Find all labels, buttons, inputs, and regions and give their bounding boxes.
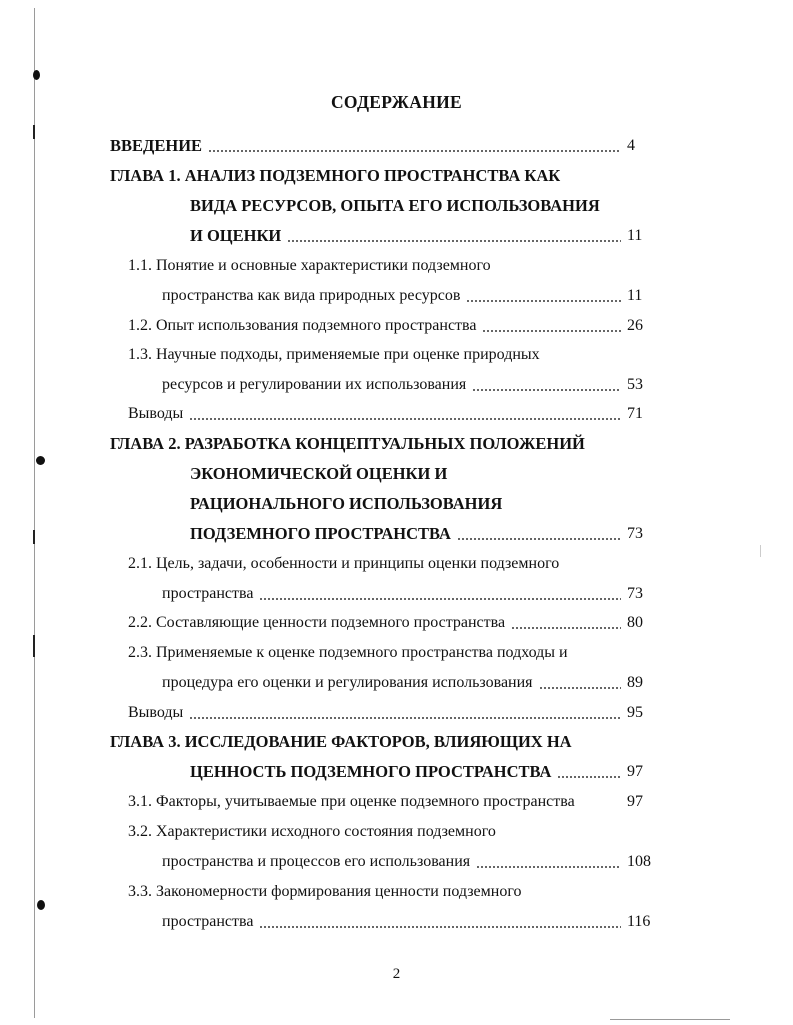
dot-leader <box>539 687 621 689</box>
toc-entry-conclusions-2[interactable] <box>128 701 655 723</box>
toc-entry-text: ГЛАВА 3. ИССЛЕДОВАНИЕ ФАКТОРОВ, ВЛИЯЮЩИХ НА <box>110 732 572 751</box>
toc-page-number: 97 <box>627 793 643 810</box>
toc-page-number: 73 <box>627 585 643 602</box>
toc-entry-section-1-1[interactable] <box>162 284 655 306</box>
scan-faint-line <box>760 545 761 557</box>
scan-speck <box>33 70 40 80</box>
toc-entry-text: 3.3. Закономерности формирования ценности подземного <box>128 883 522 900</box>
toc-entry-text: 2.1. Цель, задачи, особенности и принципы оценки подземного <box>128 555 560 572</box>
scan-faint-line <box>610 1019 730 1020</box>
toc-entry-section-2-1-line-1[interactable] <box>128 552 559 574</box>
toc-entry-conclusions-1[interactable] <box>128 402 655 424</box>
toc-entry-text: ЦЕННОСТЬ ПОДЗЕМНОГО ПРОСТРАНСТВА <box>190 762 552 781</box>
dot-leader <box>557 776 621 778</box>
toc-entry-section-3-2[interactable] <box>162 850 655 872</box>
scan-edge-line <box>34 8 35 1018</box>
scan-speck <box>36 456 45 465</box>
toc-entry-chapter-2-line-2[interactable] <box>190 462 447 484</box>
toc-entry-text: пространства <box>162 913 254 930</box>
toc-entry-text: ВВЕДЕНИЕ <box>110 136 203 155</box>
toc-entry-text: 1.2. Опыт использования подземного пространства <box>128 317 477 334</box>
dot-leader <box>208 150 621 152</box>
dot-leader <box>189 418 621 420</box>
toc-entry-text: 3.1. Факторы, учитываемые при оценке подземного пространства <box>128 793 575 810</box>
dot-leader <box>259 598 621 600</box>
toc-entry-section-1-2[interactable] <box>128 314 655 336</box>
toc-entry-text: 3.2. Характеристики исходного состояния подземного <box>128 823 496 840</box>
dot-leader <box>287 240 621 242</box>
toc-entry-section-2-2[interactable] <box>128 611 655 633</box>
toc-entry-text: Выводы <box>128 405 184 422</box>
toc-entry-text: 2.3. Применяемые к оценке подземного пространства подходы и <box>128 644 568 661</box>
dot-leader <box>472 389 621 391</box>
toc-entry-text: пространства и процессов его использования <box>162 853 471 870</box>
toc-entry-section-1-3[interactable] <box>162 373 655 395</box>
dot-leader <box>482 330 621 332</box>
toc-entry-chapter-2-line-1[interactable] <box>110 432 585 454</box>
toc-page-number: 95 <box>627 704 643 721</box>
toc-entry-chapter-3[interactable] <box>190 760 655 782</box>
toc-title: СОДЕРЖАНИЕ <box>330 92 462 112</box>
dot-leader <box>511 627 621 629</box>
toc-entry-text: 1.3. Научные подходы, применяемые при оценке природных <box>128 346 540 363</box>
toc-entry-section-3-3[interactable] <box>162 910 655 932</box>
toc-entry-text: ГЛАВА 1. АНАЛИЗ ПОДЗЕМНОГО ПРОСТРАНСТВА КАК <box>110 166 561 185</box>
dot-leader <box>581 806 621 808</box>
toc-entry-chapter-1[interactable] <box>190 224 655 246</box>
toc-page-number: 71 <box>627 405 643 422</box>
toc-entry-intro[interactable] <box>110 134 655 156</box>
dot-leader <box>476 866 621 868</box>
toc-entry-text: РАЦИОНАЛЬНОГО ИСПОЛЬЗОВАНИЯ <box>190 494 503 513</box>
toc-entry-section-3-3-line-1[interactable] <box>128 880 521 902</box>
toc-page-number: 97 <box>627 763 643 780</box>
toc-page-number: 11 <box>627 287 643 304</box>
toc-entry-section-1-3-line-1[interactable] <box>128 343 540 365</box>
toc-entry-text: 2.2. Составляющие ценности подземного пространства <box>128 614 506 631</box>
toc-page-number: 108 <box>627 853 651 870</box>
dot-leader <box>259 926 621 928</box>
toc-page-number: 73 <box>627 525 643 542</box>
toc-entry-chapter-2-line-3[interactable] <box>190 492 502 514</box>
toc-entry-text: ВИДА РЕСУРСОВ, ОПЫТА ЕГО ИСПОЛЬЗОВАНИЯ <box>190 196 600 215</box>
toc-page-number: 116 <box>627 913 651 930</box>
toc-entry-text: Выводы <box>128 704 184 721</box>
dot-leader <box>189 717 621 719</box>
toc-page-number: 80 <box>627 614 643 631</box>
toc-page-number: 26 <box>627 317 643 334</box>
scan-tick <box>33 125 35 139</box>
toc-entry-section-2-1[interactable] <box>162 582 655 604</box>
toc-entry-text: ресурсов и регулировании их использования <box>162 376 467 393</box>
toc-entry-text: ГЛАВА 2. РАЗРАБОТКА КОНЦЕПТУАЛЬНЫХ ПОЛОЖЕНИЙ <box>110 434 585 453</box>
toc-entry-text: 1.1. Понятие и основные характеристики подземного <box>128 257 491 274</box>
page-number: 2 <box>392 966 401 982</box>
toc-page-number: 53 <box>627 376 643 393</box>
dot-leader <box>457 538 621 540</box>
toc-entry-chapter-1-line-2[interactable] <box>190 194 600 216</box>
toc-entry-section-3-1[interactable] <box>128 790 655 812</box>
scan-tick <box>33 635 35 657</box>
toc-entry-text: И ОЦЕНКИ <box>190 226 282 245</box>
toc-entry-text: пространства как вида природных ресурсов <box>162 287 461 304</box>
toc-entry-text: ПОДЗЕМНОГО ПРОСТРАНСТВА <box>190 524 451 543</box>
scan-tick <box>33 530 35 544</box>
toc-entry-chapter-2[interactable] <box>190 522 655 544</box>
toc-entry-section-1-1-line-1[interactable] <box>128 254 491 276</box>
toc-entry-section-3-2-line-1[interactable] <box>128 820 496 842</box>
toc-entry-section-2-3[interactable] <box>162 671 655 693</box>
toc-entry-text: пространства <box>162 585 254 602</box>
toc-entry-text: ЭКОНОМИЧЕСКОЙ ОЦЕНКИ И <box>190 464 448 483</box>
toc-entry-text: процедура его оценки и регулирования использования <box>162 674 533 691</box>
dot-leader <box>466 300 621 302</box>
scan-speck <box>37 900 45 910</box>
toc-entry-chapter-3-line-1[interactable] <box>110 730 572 752</box>
toc-entry-section-2-3-line-1[interactable] <box>128 641 568 663</box>
toc-page-number: 89 <box>627 674 643 691</box>
toc-entry-chapter-1-line-1[interactable] <box>110 164 560 186</box>
toc-page-number: 11 <box>627 227 643 244</box>
toc-page-number: 4 <box>627 137 635 154</box>
